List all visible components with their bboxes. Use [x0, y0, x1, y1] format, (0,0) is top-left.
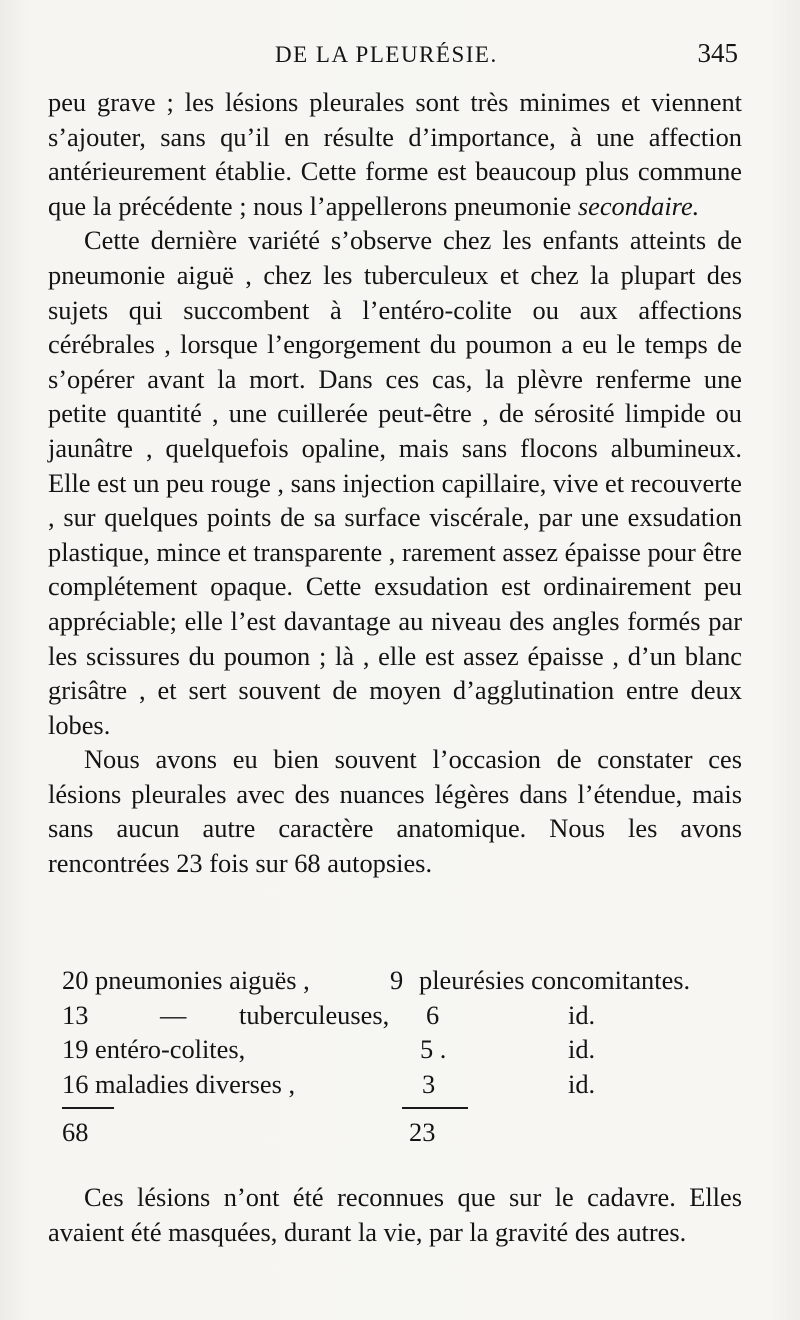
table-row: [62, 1067, 762, 1102]
row-count: [62, 1067, 295, 1102]
table-row: [62, 1032, 762, 1067]
table-row: [62, 998, 762, 1033]
count-value: 19: [62, 1034, 89, 1065]
row-label: pneumonies aiguës ,: [95, 965, 310, 995]
total-right: 23: [409, 1117, 436, 1148]
row-n: 9: [390, 965, 404, 995]
count-value: 20: [62, 965, 89, 995]
closing-paragraph: Ces lésions n’ont été reconnues que sur le cadavre. Elles avaient été masquées, durant la vie, par la gravité des autres.: [48, 1182, 742, 1247]
row-count: [62, 963, 310, 998]
page-header: [60, 38, 738, 78]
paragraph-3: Nous avons eu bien souvent l’occasion de constater ces lésions pleurales avec des nuances légères dans l’étendue, mais sans aucun autre caractère anatomique. Nous les avons rencontrées 23 fois sur 68 autopsies.: [48, 744, 742, 879]
page-number: 345: [697, 38, 738, 68]
running-title: DE LA PLEURÉSIE.: [275, 42, 498, 67]
emphasis-secondaire: secondaire.: [577, 190, 700, 221]
total-left: 68: [62, 1117, 89, 1148]
closing-text: [48, 1180, 742, 1249]
row-label: tuberculeuses,: [239, 999, 390, 1030]
totals-row: [62, 1115, 762, 1150]
row-result: id.: [568, 1034, 596, 1065]
paragraph-1: [48, 85, 742, 223]
paragraph-2: Cette dernière variété s’observe chez les enfants atteints de pneumonie aiguë , chez les tuberculeux et chez la plupart des sujets qui succombent à l’entéro-colite ou aux affections cérébrales , lorsque l’engorgement du poumon a eu le temps de s’opérer avant la mort. Dans ces cas, la plèvre renferme une petite quantité , une cuillerée peut-être , de sérosité limpide ou jaunâtre , quelquefois opaline, mais sans flocons albumineux. Elle est un peu rouge , sans injection capillaire, vive et recouverte , sur quelques points de sa surface viscérale, par une exsudation plastique, mince et transparente , rarement assez épaisse pour être complétement opaque. Cette exsudation est ordinairement peu appréciable; elle l’est davantage au niveau des angles formés par les scissures du poumon ; là , elle est assez épaisse , d’un blanc grisâtre , et sert souvent de moyen d’agglutination entre deux lobes.: [48, 225, 742, 740]
sum-rules: [62, 1101, 762, 1115]
sum-rule-left: [62, 1107, 114, 1109]
row-dash: —: [160, 999, 187, 1030]
row-count: [62, 1032, 245, 1067]
paragraph-1-text: peu grave ; les lésions pleurales sont très minimes et viennent s’ajouter, sans qu’il en résulte d’importance, à une affection antérieurement établie. Cette forme est beaucoup plus commune que la précédente ; nous l’appellerons pneumonie: [48, 87, 742, 221]
row-n: 6: [426, 999, 440, 1030]
autopsy-table: [62, 963, 762, 1150]
row-n: 5 .: [420, 1034, 447, 1065]
count-value: 16: [62, 1068, 89, 1099]
row-label: entéro-colites,: [95, 1034, 246, 1065]
row-n: 3: [422, 1068, 436, 1099]
row-label: maladies diverses ,: [95, 1068, 296, 1099]
sum-rule-right: [402, 1107, 468, 1109]
row-result: id.: [568, 1068, 596, 1099]
body-text: [48, 85, 742, 881]
table-row: [62, 963, 762, 998]
row-count: 13: [62, 999, 89, 1030]
row-result: pleurésies concomitantes.: [419, 965, 691, 995]
row-result: id.: [568, 999, 596, 1030]
